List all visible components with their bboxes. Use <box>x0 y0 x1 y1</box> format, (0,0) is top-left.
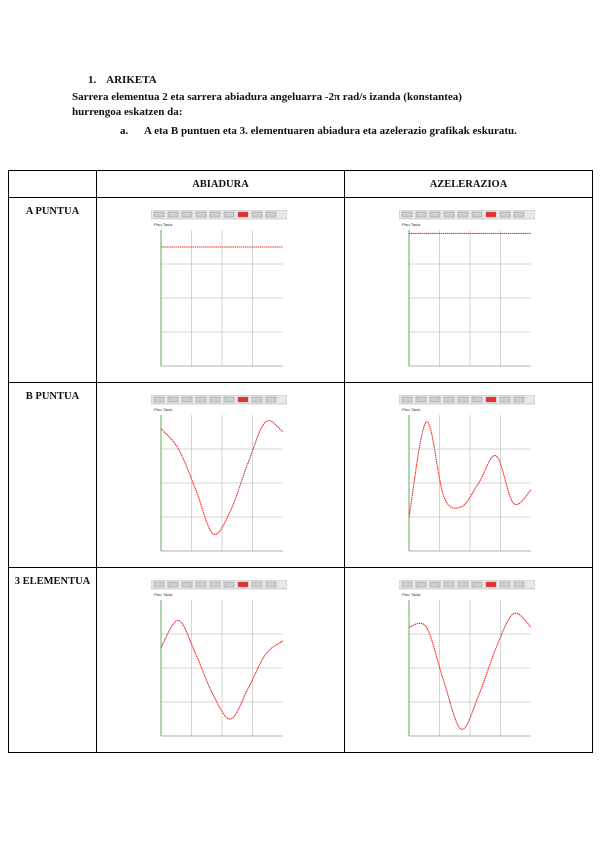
plot-caption: Pisu Taula <box>154 407 173 412</box>
plot-caption: Pisu Taula <box>402 407 421 412</box>
row-label-b: B PUNTUA <box>9 383 97 568</box>
header-velocity: ABIADURA <box>97 171 345 198</box>
intro-line-2: hurrengoa eskatzen da: <box>72 106 183 118</box>
row-label-3: 3 ELEMENTUA <box>9 568 97 753</box>
toolbar-button-icon <box>458 397 468 402</box>
toolbar-button-icon <box>402 397 412 402</box>
toolbar-button-icon <box>458 212 468 217</box>
task-text: A eta B puntuen eta 3. elementuaren abiadura eta azelerazio grafikak eskuratu. <box>144 125 517 137</box>
plot-svg <box>151 210 287 374</box>
section-heading <box>88 74 157 86</box>
results-table <box>8 170 593 753</box>
toolbar-button-icon <box>500 582 510 587</box>
toolbar-button-icon <box>430 212 440 217</box>
heading-number: 1. <box>88 74 97 86</box>
toolbar-button-icon <box>416 397 426 402</box>
cell-3-velocity <box>97 568 345 753</box>
plot-svg <box>399 395 535 559</box>
toolbar-button-icon <box>416 212 426 217</box>
toolbar-button-icon <box>514 397 524 402</box>
plot-caption: Pisu Taula <box>154 222 173 227</box>
plot-window <box>151 210 287 374</box>
toolbar-button-icon <box>486 582 496 587</box>
toolbar-button-icon <box>238 582 248 587</box>
toolbar-button-icon <box>168 397 178 402</box>
toolbar-button-icon <box>486 212 496 217</box>
cell-a-velocity <box>97 198 345 383</box>
toolbar-button-icon <box>182 582 192 587</box>
toolbar-button-icon <box>182 212 192 217</box>
toolbar-button-icon <box>210 582 220 587</box>
toolbar-button-icon <box>500 397 510 402</box>
toolbar-button-icon <box>154 212 164 217</box>
task-letter: a. <box>120 125 129 137</box>
toolbar-button-icon <box>444 397 454 402</box>
cell-3-acceleration <box>345 568 593 753</box>
toolbar-button-icon <box>238 397 248 402</box>
plot-svg <box>399 580 535 744</box>
toolbar-button-icon <box>472 212 482 217</box>
toolbar-button-icon <box>210 212 220 217</box>
toolbar-button-icon <box>196 397 206 402</box>
toolbar-button-icon <box>514 582 524 587</box>
toolbar-button-icon <box>430 582 440 587</box>
toolbar-button-icon <box>238 212 248 217</box>
plot-window <box>151 580 287 744</box>
toolbar-button-icon <box>444 582 454 587</box>
toolbar-button-icon <box>224 212 234 217</box>
table-row <box>9 383 593 568</box>
cell-a-acceleration <box>345 198 593 383</box>
toolbar-button-icon <box>252 582 262 587</box>
toolbar-button-icon <box>224 582 234 587</box>
intro-line-1: Sarrera elementua 2 eta sarrera abiadura angeluarra -2π rad/s izanda (konstantea) <box>72 91 462 103</box>
plot-window <box>399 210 535 374</box>
toolbar-button-icon <box>154 397 164 402</box>
toolbar-button-icon <box>458 582 468 587</box>
toolbar-button-icon <box>266 582 276 587</box>
toolbar-button-icon <box>416 582 426 587</box>
toolbar-button-icon <box>500 212 510 217</box>
toolbar-button-icon <box>182 397 192 402</box>
toolbar-button-icon <box>472 397 482 402</box>
plot-svg <box>151 580 287 744</box>
table-row <box>9 568 593 753</box>
heading-title: ARIKETA <box>106 74 157 86</box>
toolbar-button-icon <box>266 397 276 402</box>
toolbar-button-icon <box>430 397 440 402</box>
cell-b-acceleration <box>345 383 593 568</box>
toolbar-button-icon <box>402 212 412 217</box>
toolbar-button-icon <box>196 212 206 217</box>
toolbar-button-icon <box>168 582 178 587</box>
plot-window <box>399 395 535 559</box>
toolbar-button-icon <box>154 582 164 587</box>
toolbar-button-icon <box>472 582 482 587</box>
cell-b-velocity <box>97 383 345 568</box>
plot-window <box>399 580 535 744</box>
intro-paragraph <box>72 90 528 120</box>
header-acceleration: AZELERAZIOA <box>345 171 593 198</box>
table-header-row <box>9 171 593 198</box>
toolbar-button-icon <box>402 582 412 587</box>
toolbar-button-icon <box>252 397 262 402</box>
task-item <box>120 124 530 139</box>
toolbar-button-icon <box>444 212 454 217</box>
header-empty <box>9 171 97 198</box>
table-row <box>9 198 593 383</box>
plot-caption: Pisu Taula <box>154 592 173 597</box>
toolbar-button-icon <box>210 397 220 402</box>
plot-svg <box>399 210 535 374</box>
plot-svg <box>151 395 287 559</box>
plot-caption: Pisu Taula <box>402 222 421 227</box>
plot-window <box>151 395 287 559</box>
plot-caption: Pisu Taula <box>402 592 421 597</box>
toolbar-button-icon <box>196 582 206 587</box>
toolbar-button-icon <box>266 212 276 217</box>
row-label-a: A PUNTUA <box>9 198 97 383</box>
toolbar-button-icon <box>168 212 178 217</box>
toolbar-button-icon <box>514 212 524 217</box>
toolbar-button-icon <box>224 397 234 402</box>
toolbar-button-icon <box>486 397 496 402</box>
toolbar-button-icon <box>252 212 262 217</box>
